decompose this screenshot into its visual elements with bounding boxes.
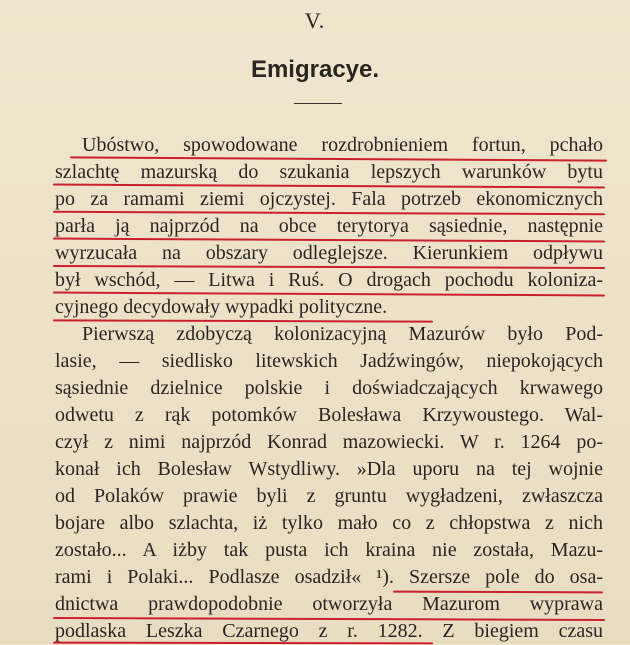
text-line: konał ich Bolesław Wstydliwy. »Dla uporu na tej wojnie xyxy=(55,458,603,480)
text-line: rami i Polaki... Podlasze osadził« ¹). Szersze pole do osa- xyxy=(55,566,603,588)
text-line: Pierwszą zdobyczą kolonizacyjną Mazurów było Pod- xyxy=(82,323,603,345)
text-line: bojare albo szlachta, iż tylko mało co z chłopstwa z nich xyxy=(55,512,603,534)
title-divider xyxy=(294,103,342,104)
chapter-number: V. xyxy=(304,8,326,33)
text-line: dnictwa prawdopodobnie otworzyła Mazurom wyprawa xyxy=(55,593,603,615)
text-line: był wschód, — Litwa i Ruś. O drogach pochodu koloniza- xyxy=(55,269,603,291)
text-line: sąsiednie dzielnice polskie i doświadczających krwawego xyxy=(55,377,603,399)
text-line: szlachtę mazurską do szukania lepszych warunków bytu xyxy=(55,161,603,183)
text-line: odwetu z rąk potomków Bolesława Krzywoustego. Wal- xyxy=(55,404,603,426)
text-line: podlaska Leszka Czarnego z r. 1282. Z biegiem czasu xyxy=(55,620,603,642)
text-line: cyjnego decydowały wypadki polityczne. xyxy=(55,296,388,318)
text-line: od Polaków prawie byli z gruntu wygładzeni, zwłaszcza xyxy=(55,485,603,507)
chapter-title: Emigracye. xyxy=(250,56,380,83)
text-line: po za ramami ziemi ojczystej. Fala potrzeb ekonomicznych xyxy=(55,188,603,210)
text-line: Ubóstwo, spowodowane rozdrobnieniem fortun, pchało xyxy=(82,134,603,156)
text-line: czył z nimi najprzód Konrad mazowiecki. W r. 1264 po- xyxy=(55,431,603,453)
text-line: lasie, — siedlisko litewskich Jadźwingów, niepokojących xyxy=(55,350,603,372)
text-line: parła ją najprzód na obce terytorya sąsiednie, następnie xyxy=(55,215,603,237)
text-line: zostało... A iżby tak pusta ich kraina nie została, Mazu- xyxy=(55,539,603,561)
text-line: wyrzucała na obszary odleglejsze. Kierunkiem odpływu xyxy=(55,242,603,264)
